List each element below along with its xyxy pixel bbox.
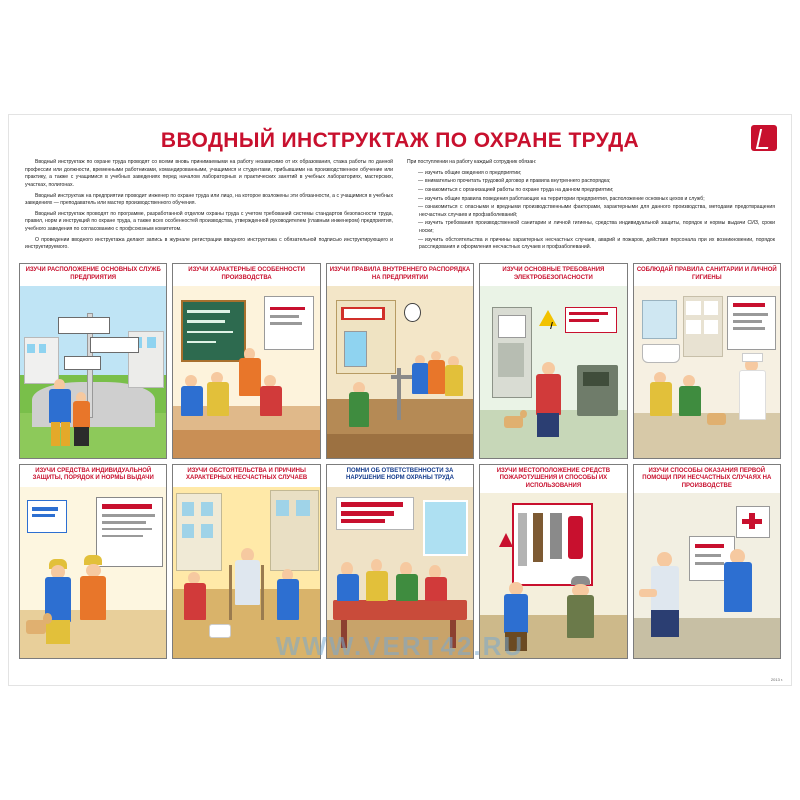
panel-caption: ПОМНИ ОБ ОТВЕТСТВЕННОСТИ ЗА НАРУШЕНИЕ НОРМ ОХРАНЫ ТРУДА <box>327 465 473 487</box>
panel-illustration <box>20 487 166 659</box>
panel-caption: ИЗУЧИ ХАРАКТЕРНЫЕ ОСОБЕННОСТИ ПРОИЗВОДСТВА <box>173 264 319 286</box>
footer-code: 2013 г. <box>770 677 783 682</box>
panel-caption: ИЗУЧИ МЕСТОПОЛОЖЕНИЕ СРЕДСТВ ПОЖАРОТУШЕНИЯ И СПОСОБЫ ИХ ИСПОЛЬЗОВАНИЯ <box>480 465 626 494</box>
panel-first-aid <box>633 464 781 660</box>
intro-lead: При поступлении на работу каждый сотрудник обязан: <box>407 159 537 165</box>
intro-text <box>9 159 791 263</box>
intro-list-item: — ознакомиться с опасными и вредными производственными факторами, характерными для данного производства, методами предотвращения несчастных случаев и профзаболеваний; <box>419 204 775 219</box>
panel-illustration <box>327 487 473 659</box>
panel-responsibility <box>326 464 474 660</box>
panel-caption: СОБЛЮДАЙ ПРАВИЛА САНИТАРИИ И ЛИЧНОЙ ГИГИЕНЫ <box>634 264 780 286</box>
intro-paragraph: О проведении вводного инструктажа делают запись в журнале регистрации вводного инструктажа с обязательной подписью инструктирующего и инструктируемого. <box>25 236 393 251</box>
intro-list <box>407 170 775 252</box>
panel-electrical-safety <box>479 263 627 459</box>
intro-paragraph: Вводный инструктаж по охране труда проводят со всеми вновь принимаемыми на работу независимо от их образования, стажа работы по данной профессии или должности, временными работниками, командированными, учащимися и студентами, прибывшими на производственное обучение или практику, а также с учащимися в учебных заведениях перед началом лабораторных и практических занятий в учебных лабораториях, мастерских, участках, полигонах. <box>25 159 393 188</box>
panel-illustration <box>480 286 626 458</box>
panel-fire-equipment <box>479 464 627 660</box>
panel-illustration <box>20 286 166 458</box>
panel-illustration <box>634 286 780 458</box>
panel-illustration <box>173 487 319 659</box>
intro-list-item: — ознакомиться с организацией работы по охране труда на данном предприятии; <box>419 187 775 195</box>
panel-caption: ИЗУЧИ ПРАВИЛА ВНУТРЕННЕГО РАСПОРЯДКА НА ПРЕДПРИЯТИИ <box>327 264 473 286</box>
panel-caption: ИЗУЧИ ОБСТОЯТЕЛЬСТВА И ПРИЧИНЫ ХАРАКТЕРНЫХ НЕСЧАСТНЫХ СЛУЧАЕВ <box>173 465 319 487</box>
intro-column-right <box>407 159 775 255</box>
panel-grid <box>9 263 791 673</box>
panel-sanitation-hygiene <box>633 263 781 459</box>
intro-list-item: — изучить общие сведения о предприятии; <box>419 170 775 178</box>
panel-study-enterprise-services <box>19 263 167 459</box>
watermark: WWW.VERT42.RU <box>275 631 525 661</box>
poster <box>8 114 792 686</box>
panel-caption: ИЗУЧИ СПОСОБЫ ОКАЗАНИЯ ПЕРВОЙ ПОМОЩИ ПРИ НЕСЧАСТНЫХ СЛУЧАЯХ НА ПРОИЗВОДСТВЕ <box>634 465 780 494</box>
intro-list-item: — изучить общие правила поведения работающих на территории предприятия, расположение основных цехов и служб; <box>419 196 775 204</box>
panel-study-production-features <box>172 263 320 459</box>
panel-internal-rules <box>326 263 474 459</box>
intro-paragraph: Вводный инструктаж на предприятии проводит инженер по охране труда или лицо, на которое возложены эти обязанности, а с учащимися в учебных заведениях — преподаватель или мастер производственного обучения. <box>25 192 393 207</box>
page-title: ВВОДНЫЙ ИНСТРУКТАЖ ПО ОХРАНЕ ТРУДА <box>160 129 640 152</box>
panel-caption: ИЗУЧИ СРЕДСТВА ИНДИВИДУАЛЬНОЙ ЗАЩИТЫ, ПОРЯДОК И НОРМЫ ВЫДАЧИ <box>20 465 166 487</box>
intro-list-item: — изучить требования производственной санитарии и личной гигиены, средства индивидуальной защиты, порядок и нормы выдачи СИЗ, сроки носки; <box>419 220 775 235</box>
intro-paragraph: Вводный инструктаж проводят по программе, разработанной отделом охраны труда с учетом требований системы стандартов безопасности труда, правил, норм и инструкций по охране труда, а также всех особенностей производства, утвержденной руководителем (главным инженером) предприятия, учебного заведения по согласованию с профсоюзным комитетом. <box>25 210 393 233</box>
panel-illustration <box>173 286 319 458</box>
intro-list-item: — внимательно прочитать трудовой договор и правила внутреннего распорядка; <box>419 178 775 186</box>
panel-caption: ИЗУЧИ ОСНОВНЫЕ ТРЕБОВАНИЯ ЭЛЕКТРОБЕЗОПАСНОСТИ <box>480 264 626 286</box>
panel-accident-causes <box>172 464 320 660</box>
panel-caption: ИЗУЧИ РАСПОЛОЖЕНИЕ ОСНОВНЫХ СЛУЖБ ПРЕДПРИЯТИЯ <box>20 264 166 286</box>
panel-illustration <box>327 286 473 458</box>
panel-ppe <box>19 464 167 660</box>
panel-illustration <box>480 493 626 658</box>
panel-illustration <box>634 493 780 658</box>
flame-logo-icon <box>751 125 777 151</box>
intro-list-item: — изучить обстоятельства и причины характерных несчастных случаев, аварий и пожаров, действия персонала при их возникновении, порядок расследования и оформления несчастных случаев и профзаболеваний. <box>419 237 775 252</box>
intro-column-left <box>25 159 393 255</box>
